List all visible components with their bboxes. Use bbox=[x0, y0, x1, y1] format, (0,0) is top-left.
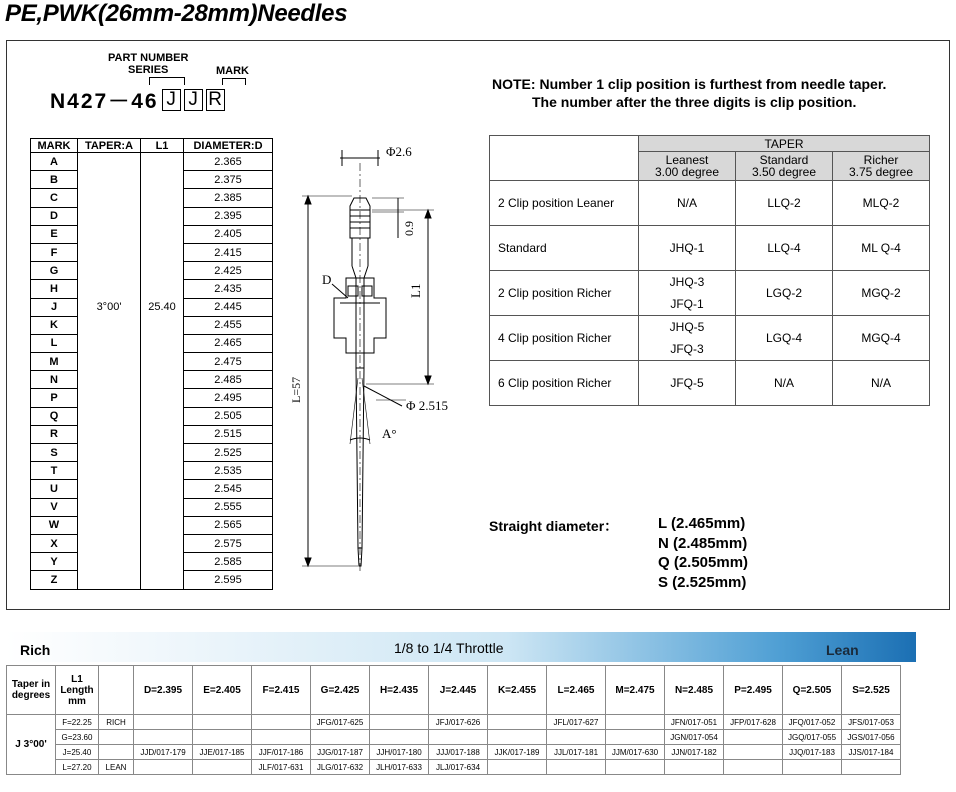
mark-cell: R bbox=[31, 425, 78, 443]
part-code-cell: JFP/017-628 bbox=[724, 715, 783, 730]
taper-cell bbox=[78, 171, 141, 189]
taper-row-label: Standard bbox=[490, 226, 639, 271]
taper-cell bbox=[78, 280, 141, 298]
l1-cell bbox=[141, 444, 184, 462]
rich-lean-tag bbox=[99, 745, 134, 760]
mark-cell: C bbox=[31, 189, 78, 207]
l1-length-cell: L=27.20 bbox=[56, 760, 99, 775]
diameter-header: N=2.485 bbox=[665, 666, 724, 715]
taper-cell bbox=[78, 262, 141, 280]
l1-length-cell: F=22.25 bbox=[56, 715, 99, 730]
diameter-header: Q=2.505 bbox=[783, 666, 842, 715]
mark-cell: M bbox=[31, 353, 78, 371]
leanest-cell: JHQ-1 bbox=[639, 226, 736, 271]
diameter-cell: 2.565 bbox=[184, 516, 273, 534]
phi-top-label: Φ2.6 bbox=[386, 144, 412, 159]
taper-cell bbox=[78, 189, 141, 207]
l1-cell bbox=[141, 262, 184, 280]
taper-table bbox=[489, 135, 930, 406]
mark-cell: T bbox=[31, 462, 78, 480]
part-code-cell: JJM/017-630 bbox=[606, 745, 665, 760]
leanest-cell: JFQ-5 bbox=[639, 361, 736, 406]
diameter-cell: 2.445 bbox=[184, 298, 273, 316]
taper-row bbox=[490, 226, 930, 271]
taper-cell bbox=[78, 534, 141, 552]
mark-row bbox=[31, 571, 273, 589]
part-code-cell: JJJ/017-188 bbox=[429, 745, 488, 760]
taper-degree-cell: J 3°00' bbox=[7, 715, 56, 775]
straight-value: S (2.525mm) bbox=[658, 573, 747, 591]
taper-cell bbox=[78, 444, 141, 462]
diameter-header: M=2.475 bbox=[606, 666, 665, 715]
part-code-cell: JJH/017-180 bbox=[370, 745, 429, 760]
diameter-cell: 2.575 bbox=[184, 534, 273, 552]
taper-table-corner bbox=[490, 136, 639, 181]
mark-cell: U bbox=[31, 480, 78, 498]
mark-row bbox=[31, 553, 273, 571]
l1-cell bbox=[141, 480, 184, 498]
taper-row bbox=[490, 271, 930, 316]
diameter-cell: 2.535 bbox=[184, 462, 273, 480]
throttle-row bbox=[7, 745, 901, 760]
mark-cell: D bbox=[31, 207, 78, 225]
header-diameter: DIAMETER:D bbox=[184, 139, 273, 153]
part-code-cell bbox=[488, 715, 547, 730]
taper-cell bbox=[78, 407, 141, 425]
header-l1: L1 bbox=[141, 139, 184, 153]
diameter-header: D=2.395 bbox=[134, 666, 193, 715]
l1-cell bbox=[141, 462, 184, 480]
part-code-cell bbox=[606, 760, 665, 775]
angle-label: A° bbox=[382, 426, 397, 441]
part-code-cell bbox=[193, 730, 252, 745]
diameter-cell: 2.385 bbox=[184, 189, 273, 207]
standard-cell: LLQ-2 bbox=[736, 181, 833, 226]
header-l1-length: L1 Length mm bbox=[56, 666, 99, 715]
mark-row bbox=[31, 462, 273, 480]
l1-cell bbox=[141, 225, 184, 243]
l1-cell: 25.40 bbox=[141, 298, 184, 316]
taper-col-0: Leanest 3.00 degree bbox=[639, 152, 736, 181]
mark-row bbox=[31, 516, 273, 534]
taper-cell bbox=[78, 480, 141, 498]
rich-lean-tag: LEAN bbox=[99, 760, 134, 775]
part-code-cell bbox=[724, 745, 783, 760]
standard-cell: LGQ-2 bbox=[736, 271, 833, 316]
l1-cell bbox=[141, 371, 184, 389]
diameter-header: J=2.445 bbox=[429, 666, 488, 715]
part-number-box-1: J bbox=[162, 89, 181, 111]
throttle-table bbox=[6, 665, 901, 775]
part-number bbox=[50, 85, 225, 115]
mark-row bbox=[31, 425, 273, 443]
taper-cell bbox=[78, 462, 141, 480]
l1-cell bbox=[141, 407, 184, 425]
part-code-cell bbox=[842, 760, 901, 775]
mark-cell: Z bbox=[31, 571, 78, 589]
taper-col-1: Standard 3.50 degree bbox=[736, 152, 833, 181]
straight-diameter-values bbox=[658, 514, 748, 592]
diameter-cell: 2.505 bbox=[184, 407, 273, 425]
l1-cell bbox=[141, 534, 184, 552]
l1-cell bbox=[141, 571, 184, 589]
part-code-cell: JFJ/017-626 bbox=[429, 715, 488, 730]
leanest-cell: N/A bbox=[639, 181, 736, 226]
mark-cell: L bbox=[31, 334, 78, 352]
clip-note: NOTE: Number 1 clip position is furthest from needle taper. The number after the three digits is clip position. bbox=[492, 76, 887, 110]
richer-cell: MGQ-2 bbox=[833, 271, 930, 316]
diameter-cell: 2.425 bbox=[184, 262, 273, 280]
mark-table-body bbox=[31, 153, 273, 590]
straight-value: Q (2.505mm) bbox=[658, 554, 749, 571]
mark-cell: W bbox=[31, 516, 78, 534]
part-code-cell bbox=[724, 730, 783, 745]
diameter-header: H=2.435 bbox=[370, 666, 429, 715]
part-code-cell: JLF/017-631 bbox=[252, 760, 311, 775]
throttle-band bbox=[6, 632, 916, 662]
part-code-cell: JJD/017-179 bbox=[134, 745, 193, 760]
rich-lean-tag: RICH bbox=[99, 715, 134, 730]
mark-row bbox=[31, 243, 273, 261]
mark-cell: A bbox=[31, 153, 78, 171]
diameter-cell: 2.525 bbox=[184, 444, 273, 462]
leanest-cell: JHQ-3 JFQ-1 bbox=[639, 271, 736, 316]
throttle-row bbox=[7, 730, 901, 745]
mark-cell: V bbox=[31, 498, 78, 516]
diameter-cell: 2.455 bbox=[184, 316, 273, 334]
taper-row-label: 6 Clip position Richer bbox=[490, 361, 639, 406]
l1-cell bbox=[141, 498, 184, 516]
part-code-cell: JJE/017-185 bbox=[193, 745, 252, 760]
diameter-cell: 2.595 bbox=[184, 571, 273, 589]
mark-row bbox=[31, 262, 273, 280]
part-code-cell bbox=[134, 730, 193, 745]
taper-col-2: Richer 3.75 degree bbox=[833, 152, 930, 181]
taper-cell bbox=[78, 498, 141, 516]
mark-cell: B bbox=[31, 171, 78, 189]
mark-row bbox=[31, 498, 273, 516]
diameter-cell: 2.395 bbox=[184, 207, 273, 225]
taper-cell bbox=[78, 243, 141, 261]
mark-row bbox=[31, 353, 273, 371]
diameter-header: K=2.455 bbox=[488, 666, 547, 715]
mark-cell: P bbox=[31, 389, 78, 407]
taper-cell bbox=[78, 153, 141, 171]
standard-cell: LLQ-4 bbox=[736, 226, 833, 271]
mark-row bbox=[31, 444, 273, 462]
part-code-cell: JLH/017-633 bbox=[370, 760, 429, 775]
mark-row bbox=[31, 207, 273, 225]
header-taper-degrees: Taper in degrees bbox=[7, 666, 56, 715]
diameter-header: E=2.405 bbox=[193, 666, 252, 715]
straight-diameter-label: Straight diameter： bbox=[489, 518, 619, 534]
taper-row-label: 4 Clip position Richer bbox=[490, 316, 639, 361]
part-code-cell bbox=[547, 760, 606, 775]
mark-cell: H bbox=[31, 280, 78, 298]
part-code-cell: JLJ/017-634 bbox=[429, 760, 488, 775]
l1-cell bbox=[141, 425, 184, 443]
part-code-cell bbox=[488, 760, 547, 775]
header-taper: TAPER:A bbox=[78, 139, 141, 153]
part-code-cell bbox=[488, 730, 547, 745]
richer-cell: MGQ-4 bbox=[833, 316, 930, 361]
mark-cell: Y bbox=[31, 553, 78, 571]
taper-cell bbox=[78, 516, 141, 534]
part-code-cell bbox=[429, 730, 488, 745]
part-code-cell bbox=[783, 760, 842, 775]
taper-row bbox=[490, 316, 930, 361]
l1-length-cell: G=23.60 bbox=[56, 730, 99, 745]
header-tag bbox=[99, 666, 134, 715]
mark-cell: N bbox=[31, 371, 78, 389]
rich-label: Rich bbox=[20, 642, 51, 658]
part-code-cell: JFS/017-053 bbox=[842, 715, 901, 730]
part-code-cell: JJL/017-181 bbox=[547, 745, 606, 760]
dim-d-label: D bbox=[322, 272, 332, 287]
mark-row bbox=[31, 280, 273, 298]
taper-cell bbox=[78, 425, 141, 443]
mark-cell: Q bbox=[31, 407, 78, 425]
l1-length-cell: J=25.40 bbox=[56, 745, 99, 760]
mark-row bbox=[31, 334, 273, 352]
mark-row bbox=[31, 407, 273, 425]
richer-cell: ML Q-4 bbox=[833, 226, 930, 271]
taper-row bbox=[490, 361, 930, 406]
l1-cell bbox=[141, 353, 184, 371]
richer-cell: MLQ-2 bbox=[833, 181, 930, 226]
mark-label: MARK bbox=[216, 65, 249, 77]
mark-row bbox=[31, 225, 273, 243]
l1-cell bbox=[141, 171, 184, 189]
l1-cell bbox=[141, 516, 184, 534]
taper-cell bbox=[78, 371, 141, 389]
taper-row bbox=[490, 181, 930, 226]
part-code-cell bbox=[252, 715, 311, 730]
taper-header: TAPER bbox=[639, 136, 930, 152]
part-number-box-2: J bbox=[184, 89, 203, 111]
diameter-cell: 2.375 bbox=[184, 171, 273, 189]
lean-label: Lean bbox=[826, 642, 859, 658]
mark-row bbox=[31, 171, 273, 189]
standard-cell: LGQ-4 bbox=[736, 316, 833, 361]
taper-cell bbox=[78, 553, 141, 571]
page-title: PE,PWK(26mm-28mm)Needles bbox=[5, 0, 348, 27]
diameter-header: F=2.415 bbox=[252, 666, 311, 715]
diameter-header: P=2.495 bbox=[724, 666, 783, 715]
throttle-section bbox=[6, 632, 950, 792]
part-code-cell: JGQ/017-055 bbox=[783, 730, 842, 745]
part-code-cell bbox=[311, 730, 370, 745]
l1-cell bbox=[141, 207, 184, 225]
part-code-cell: JJG/017-187 bbox=[311, 745, 370, 760]
part-code-cell: JGN/017-054 bbox=[665, 730, 724, 745]
diameter-cell: 2.515 bbox=[184, 425, 273, 443]
mark-table bbox=[30, 138, 273, 590]
part-code-cell bbox=[370, 730, 429, 745]
part-code-cell bbox=[724, 760, 783, 775]
diameter-cell: 2.475 bbox=[184, 353, 273, 371]
mark-row bbox=[31, 371, 273, 389]
diameter-cell: 2.435 bbox=[184, 280, 273, 298]
dim-09-label: 0.9 bbox=[402, 221, 416, 236]
l1-cell bbox=[141, 389, 184, 407]
part-code-cell: JFL/017-627 bbox=[547, 715, 606, 730]
throttle-row bbox=[7, 715, 901, 730]
leanest-cell: JHQ-5 JFQ-3 bbox=[639, 316, 736, 361]
phi-bottom-label: Φ 2.515 bbox=[406, 398, 449, 413]
part-code-cell: JJQ/017-183 bbox=[783, 745, 842, 760]
part-code-cell bbox=[606, 715, 665, 730]
taper-cell bbox=[78, 334, 141, 352]
part-code-cell: JLG/017-632 bbox=[311, 760, 370, 775]
part-code-cell bbox=[193, 760, 252, 775]
mark-row bbox=[31, 389, 273, 407]
mark-row bbox=[31, 316, 273, 334]
diameter-header: S=2.525 bbox=[842, 666, 901, 715]
diameter-cell: 2.415 bbox=[184, 243, 273, 261]
part-code-cell: JFN/017-051 bbox=[665, 715, 724, 730]
taper-row-label: 2 Clip position Richer bbox=[490, 271, 639, 316]
part-code-cell: JGS/017-056 bbox=[842, 730, 901, 745]
mark-cell: X bbox=[31, 534, 78, 552]
part-number-base: N427－46 bbox=[50, 90, 159, 113]
taper-cell bbox=[78, 316, 141, 334]
standard-cell: N/A bbox=[736, 361, 833, 406]
mark-cell: G bbox=[31, 262, 78, 280]
diameter-cell: 2.405 bbox=[184, 225, 273, 243]
part-code-cell: JJS/017-184 bbox=[842, 745, 901, 760]
series-bracket bbox=[149, 77, 185, 85]
part-code-cell bbox=[370, 715, 429, 730]
diameter-cell: 2.465 bbox=[184, 334, 273, 352]
diameter-header: L=2.465 bbox=[547, 666, 606, 715]
diameter-cell: 2.555 bbox=[184, 498, 273, 516]
dim-l1-label: L1 bbox=[408, 283, 423, 298]
taper-cell bbox=[78, 225, 141, 243]
l1-cell bbox=[141, 553, 184, 571]
part-code-cell bbox=[193, 715, 252, 730]
mark-cell: F bbox=[31, 243, 78, 261]
part-code-cell bbox=[134, 760, 193, 775]
mark-bracket bbox=[222, 78, 246, 85]
diameter-cell: 2.495 bbox=[184, 389, 273, 407]
l1-cell bbox=[141, 280, 184, 298]
taper-cell bbox=[78, 353, 141, 371]
l1-cell bbox=[141, 334, 184, 352]
richer-cell: N/A bbox=[833, 361, 930, 406]
part-code-cell: JFG/017-625 bbox=[311, 715, 370, 730]
part-number-box-3: R bbox=[206, 89, 225, 111]
taper-row-label: 2 Clip position Leaner bbox=[490, 181, 639, 226]
mark-row bbox=[31, 534, 273, 552]
part-code-cell bbox=[134, 715, 193, 730]
mark-cell: E bbox=[31, 225, 78, 243]
l1-cell bbox=[141, 153, 184, 171]
part-code-cell bbox=[665, 760, 724, 775]
part-code-cell bbox=[547, 730, 606, 745]
part-number-series-label: PART NUMBER SERIES bbox=[108, 52, 189, 76]
diameter-cell: 2.365 bbox=[184, 153, 273, 171]
taper-cell bbox=[78, 389, 141, 407]
diameter-cell: 2.545 bbox=[184, 480, 273, 498]
l1-cell bbox=[141, 316, 184, 334]
throttle-row bbox=[7, 760, 901, 775]
diameter-cell: 2.485 bbox=[184, 371, 273, 389]
taper-cell bbox=[78, 571, 141, 589]
taper-cell bbox=[78, 207, 141, 225]
straight-value: N (2.485mm) bbox=[658, 534, 748, 552]
taper-cell: 3°00' bbox=[78, 298, 141, 316]
needle-drawing bbox=[280, 138, 480, 578]
header-mark: MARK bbox=[31, 139, 78, 153]
mark-row bbox=[31, 480, 273, 498]
straight-value: L (2.465mm) bbox=[658, 515, 746, 532]
rich-lean-tag bbox=[99, 730, 134, 745]
l1-cell bbox=[141, 243, 184, 261]
diameter-cell: 2.585 bbox=[184, 553, 273, 571]
mark-cell: S bbox=[31, 444, 78, 462]
part-code-cell bbox=[252, 730, 311, 745]
dim-l57-label: L=57 bbox=[289, 376, 303, 403]
mark-row bbox=[31, 298, 273, 316]
l1-cell bbox=[141, 189, 184, 207]
mark-cell: K bbox=[31, 316, 78, 334]
mark-row bbox=[31, 153, 273, 171]
throttle-title: 1/8 to 1/4 Throttle bbox=[394, 640, 504, 656]
part-code-cell bbox=[606, 730, 665, 745]
part-code-cell: JJK/017-189 bbox=[488, 745, 547, 760]
mark-cell: J bbox=[31, 298, 78, 316]
part-code-cell: JFQ/017-052 bbox=[783, 715, 842, 730]
part-code-cell: JJF/017-186 bbox=[252, 745, 311, 760]
part-code-cell: JJN/017-182 bbox=[665, 745, 724, 760]
mark-row bbox=[31, 189, 273, 207]
diameter-header: G=2.425 bbox=[311, 666, 370, 715]
